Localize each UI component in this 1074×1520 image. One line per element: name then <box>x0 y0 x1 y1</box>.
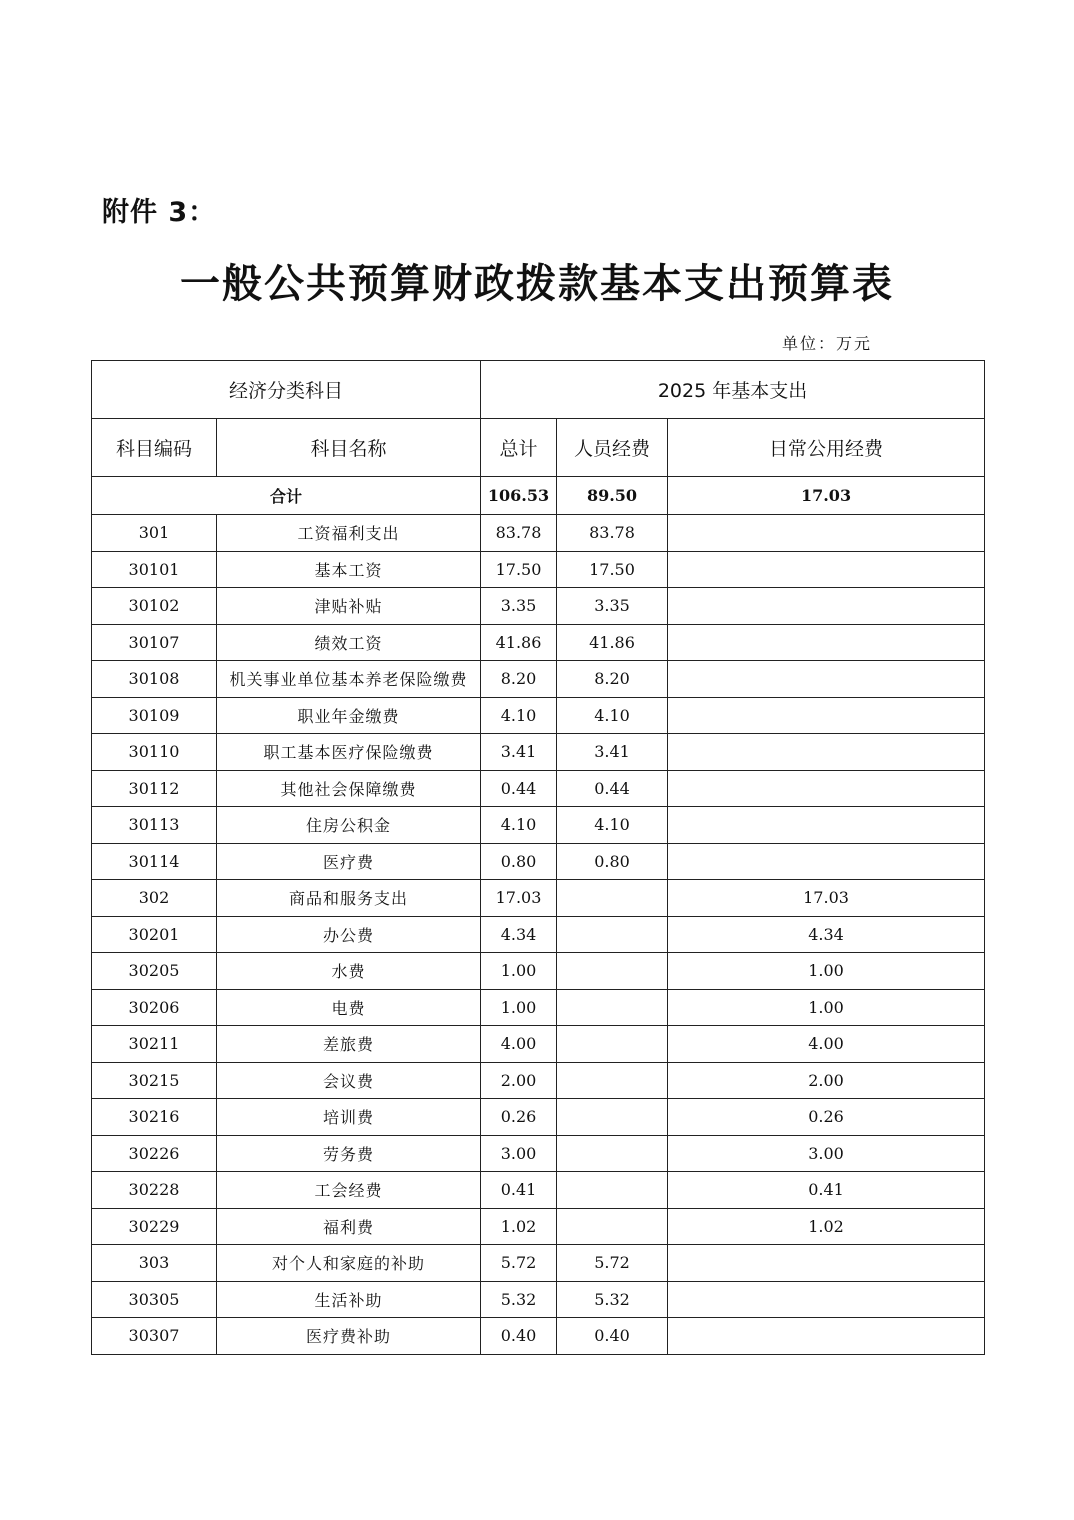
table-row <box>92 1318 985 1355</box>
row-code: 303 <box>92 1245 217 1282</box>
table-row <box>92 734 985 771</box>
row-public <box>668 843 985 880</box>
row-code: 30305 <box>92 1281 217 1318</box>
total-row <box>92 477 985 515</box>
row-total: 4.00 <box>481 1026 557 1063</box>
row-code: 30101 <box>92 551 217 588</box>
header-row-2 <box>92 419 985 477</box>
row-personnel: 17.50 <box>557 551 668 588</box>
table-row <box>92 1172 985 1209</box>
row-personnel <box>557 1099 668 1136</box>
row-public <box>668 515 985 552</box>
table-row <box>92 1026 985 1063</box>
row-total: 5.72 <box>481 1245 557 1282</box>
row-name: 绩效工资 <box>217 624 481 661</box>
header-total: 总计 <box>481 419 557 477</box>
row-total: 41.86 <box>481 624 557 661</box>
row-code: 30113 <box>92 807 217 844</box>
row-personnel <box>557 1062 668 1099</box>
row-public <box>668 661 985 698</box>
unit-label: 单位：万元 <box>782 334 873 353</box>
row-code: 30102 <box>92 588 217 625</box>
row-code: 30201 <box>92 916 217 953</box>
row-personnel <box>557 1026 668 1063</box>
row-public: 4.34 <box>668 916 985 953</box>
row-total: 1.00 <box>481 953 557 990</box>
row-name: 对个人和家庭的补助 <box>217 1245 481 1282</box>
row-name: 医疗费补助 <box>217 1318 481 1355</box>
row-code: 30108 <box>92 661 217 698</box>
row-code: 30205 <box>92 953 217 990</box>
row-total: 83.78 <box>481 515 557 552</box>
row-personnel: 5.32 <box>557 1281 668 1318</box>
row-personnel <box>557 1135 668 1172</box>
table-row <box>92 989 985 1026</box>
row-name: 职工基本医疗保险缴费 <box>217 734 481 771</box>
table-row <box>92 1062 985 1099</box>
row-total: 8.20 <box>481 661 557 698</box>
row-name: 商品和服务支出 <box>217 880 481 917</box>
row-total: 4.10 <box>481 697 557 734</box>
row-code: 30107 <box>92 624 217 661</box>
table-row <box>92 697 985 734</box>
row-name: 机关事业单位基本养老保险缴费 <box>217 661 481 698</box>
row-public <box>668 624 985 661</box>
row-public: 0.41 <box>668 1172 985 1209</box>
row-name: 生活补助 <box>217 1281 481 1318</box>
row-code: 302 <box>92 880 217 917</box>
header-personnel: 人员经费 <box>557 419 668 477</box>
row-name: 工会经费 <box>217 1172 481 1209</box>
row-personnel: 8.20 <box>557 661 668 698</box>
row-public <box>668 551 985 588</box>
row-total: 17.03 <box>481 880 557 917</box>
table-row <box>92 807 985 844</box>
row-personnel <box>557 989 668 1026</box>
row-personnel: 41.86 <box>557 624 668 661</box>
row-code: 30109 <box>92 697 217 734</box>
row-code: 30114 <box>92 843 217 880</box>
row-code: 30307 <box>92 1318 217 1355</box>
row-total: 4.34 <box>481 916 557 953</box>
row-personnel: 83.78 <box>557 515 668 552</box>
row-personnel <box>557 880 668 917</box>
row-name: 住房公积金 <box>217 807 481 844</box>
row-personnel: 0.40 <box>557 1318 668 1355</box>
table-row <box>92 843 985 880</box>
row-total: 0.80 <box>481 843 557 880</box>
row-total: 3.00 <box>481 1135 557 1172</box>
row-name: 福利费 <box>217 1208 481 1245</box>
row-public: 1.00 <box>668 989 985 1026</box>
row-public <box>668 734 985 771</box>
row-personnel: 5.72 <box>557 1245 668 1282</box>
row-public: 1.00 <box>668 953 985 990</box>
row-personnel <box>557 1172 668 1209</box>
row-personnel: 0.44 <box>557 770 668 807</box>
row-name: 职业年金缴费 <box>217 697 481 734</box>
row-public <box>668 1318 985 1355</box>
table-row <box>92 624 985 661</box>
total-personnel: 89.50 <box>557 477 668 515</box>
row-name: 差旅费 <box>217 1026 481 1063</box>
row-public: 2.00 <box>668 1062 985 1099</box>
row-total: 0.44 <box>481 770 557 807</box>
row-public: 4.00 <box>668 1026 985 1063</box>
row-public <box>668 807 985 844</box>
row-code: 30215 <box>92 1062 217 1099</box>
row-total: 0.40 <box>481 1318 557 1355</box>
row-public: 0.26 <box>668 1099 985 1136</box>
row-public <box>668 1245 985 1282</box>
row-name: 工资福利支出 <box>217 515 481 552</box>
row-public: 1.02 <box>668 1208 985 1245</box>
row-personnel: 4.10 <box>557 697 668 734</box>
table-row <box>92 770 985 807</box>
row-public <box>668 1281 985 1318</box>
row-name: 水费 <box>217 953 481 990</box>
row-total: 0.41 <box>481 1172 557 1209</box>
row-name: 办公费 <box>217 916 481 953</box>
row-total: 4.10 <box>481 807 557 844</box>
attachment-label: 附件 3： <box>102 197 217 228</box>
table-row <box>92 916 985 953</box>
row-name: 会议费 <box>217 1062 481 1099</box>
row-public <box>668 770 985 807</box>
page-title: 一般公共预算财政拨款基本支出预算表 <box>180 260 894 307</box>
table-row <box>92 1099 985 1136</box>
row-code: 30206 <box>92 989 217 1026</box>
row-name: 津贴补贴 <box>217 588 481 625</box>
row-total: 5.32 <box>481 1281 557 1318</box>
budget-table <box>91 360 985 1355</box>
table-row <box>92 1135 985 1172</box>
table-row <box>92 1281 985 1318</box>
row-total: 2.00 <box>481 1062 557 1099</box>
table-row <box>92 1208 985 1245</box>
table-row <box>92 588 985 625</box>
row-total: 3.41 <box>481 734 557 771</box>
row-personnel: 3.35 <box>557 588 668 625</box>
row-name: 电费 <box>217 989 481 1026</box>
row-name: 劳务费 <box>217 1135 481 1172</box>
row-public <box>668 697 985 734</box>
header-year-basic: 2025 年基本支出 <box>481 361 985 419</box>
row-public: 3.00 <box>668 1135 985 1172</box>
row-total: 17.50 <box>481 551 557 588</box>
table-row <box>92 661 985 698</box>
header-row-1 <box>92 361 985 419</box>
total-public: 17.03 <box>668 477 985 515</box>
row-name: 培训费 <box>217 1099 481 1136</box>
row-code: 30110 <box>92 734 217 771</box>
row-total: 1.00 <box>481 989 557 1026</box>
row-total: 0.26 <box>481 1099 557 1136</box>
row-public <box>668 588 985 625</box>
row-code: 30229 <box>92 1208 217 1245</box>
total-label: 合计 <box>92 477 481 515</box>
row-code: 30211 <box>92 1026 217 1063</box>
header-public: 日常公用经费 <box>668 419 985 477</box>
row-name: 医疗费 <box>217 843 481 880</box>
row-code: 301 <box>92 515 217 552</box>
row-name: 其他社会保障缴费 <box>217 770 481 807</box>
row-personnel <box>557 916 668 953</box>
table-row <box>92 880 985 917</box>
header-economic-category: 经济分类科目 <box>92 361 481 419</box>
row-code: 30228 <box>92 1172 217 1209</box>
total-total: 106.53 <box>481 477 557 515</box>
row-public: 17.03 <box>668 880 985 917</box>
row-name: 基本工资 <box>217 551 481 588</box>
row-code: 30226 <box>92 1135 217 1172</box>
header-code: 科目编码 <box>92 419 217 477</box>
table-row <box>92 953 985 990</box>
row-code: 30112 <box>92 770 217 807</box>
row-total: 3.35 <box>481 588 557 625</box>
row-personnel <box>557 1208 668 1245</box>
row-personnel: 0.80 <box>557 843 668 880</box>
header-name: 科目名称 <box>217 419 481 477</box>
row-total: 1.02 <box>481 1208 557 1245</box>
table-row <box>92 551 985 588</box>
table-row <box>92 515 985 552</box>
row-code: 30216 <box>92 1099 217 1136</box>
row-personnel <box>557 953 668 990</box>
table-row <box>92 1245 985 1282</box>
row-personnel: 4.10 <box>557 807 668 844</box>
row-personnel: 3.41 <box>557 734 668 771</box>
